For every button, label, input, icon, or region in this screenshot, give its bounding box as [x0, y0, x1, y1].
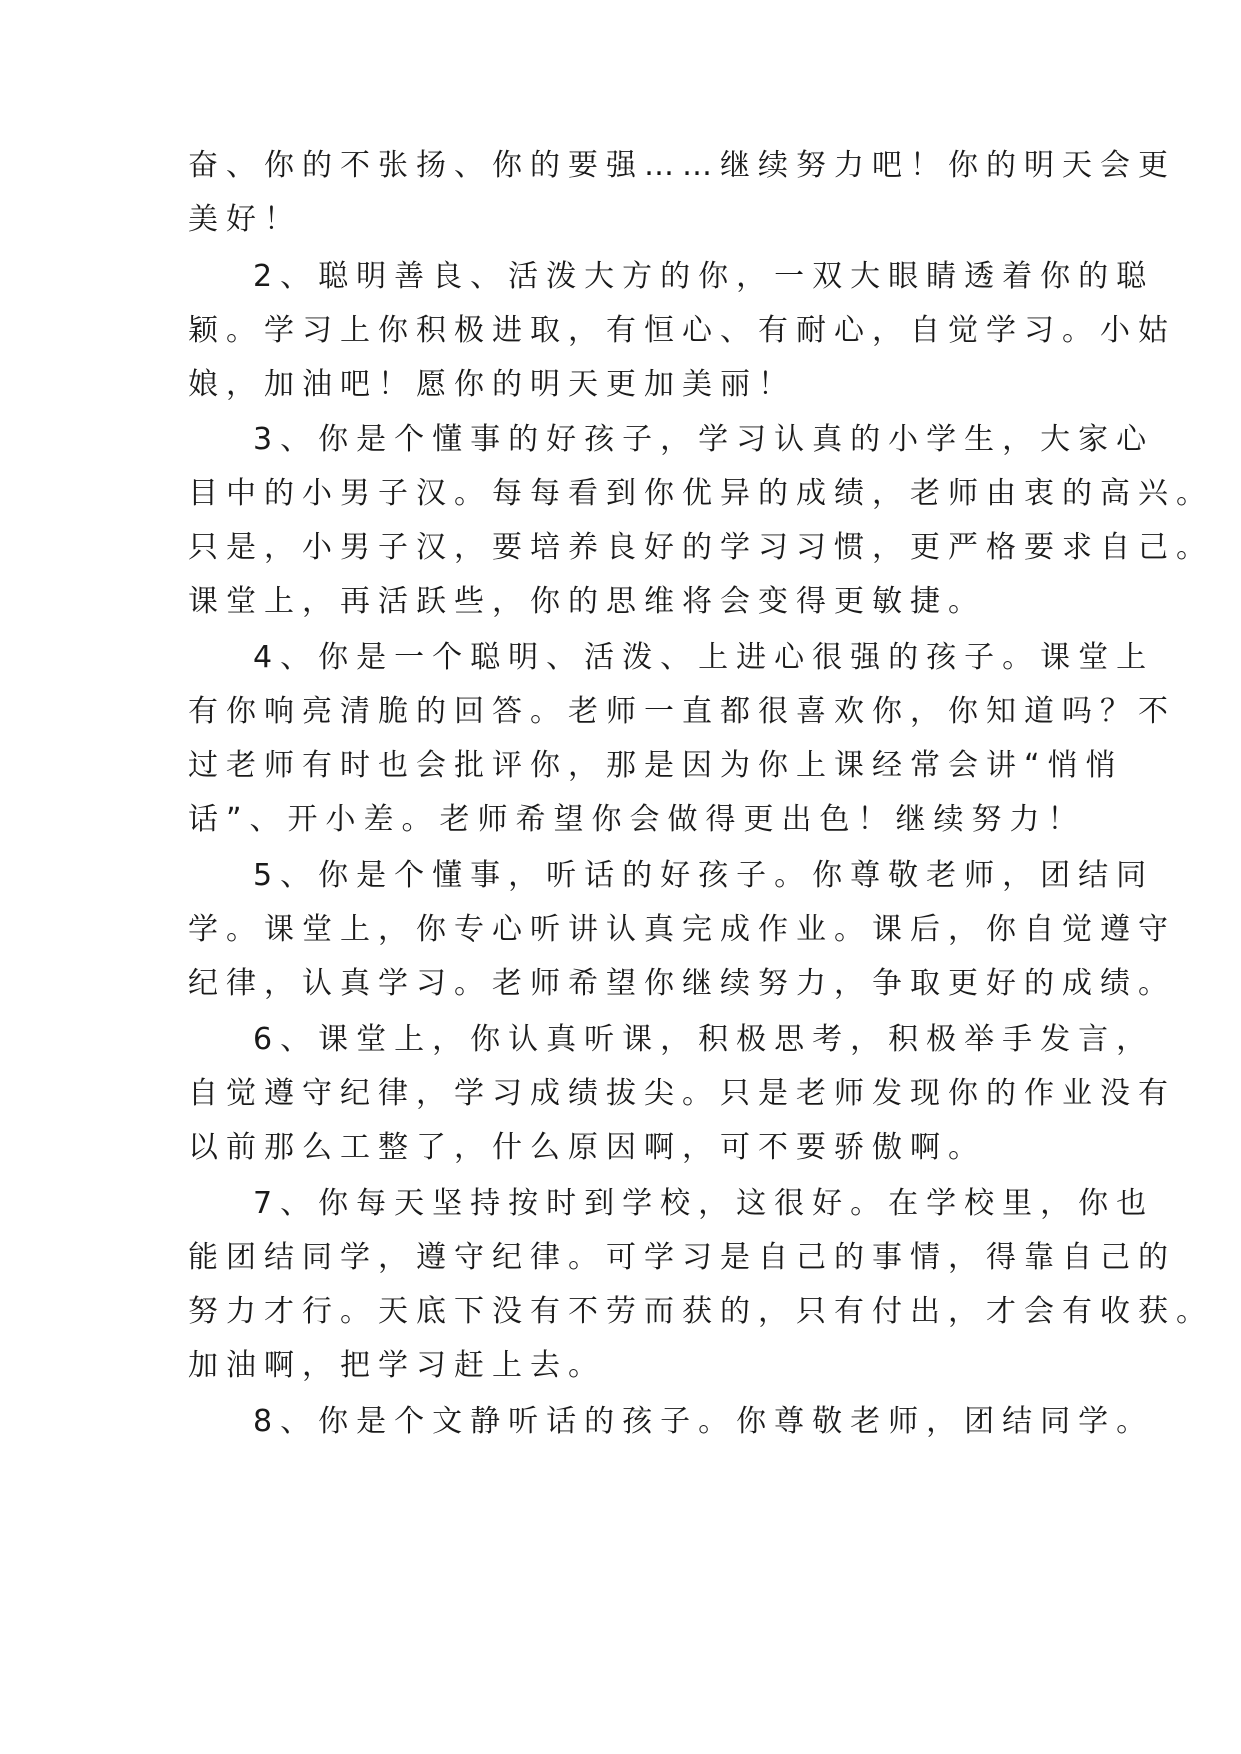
- paragraph-3-line: 3、你是个懂事的好孩子，学习认真的小学生，大家心: [253, 422, 1155, 457]
- text-line: 娘，加油吧！愿你的明天更加美丽！: [188, 367, 796, 402]
- text-line: 自觉遵守纪律，学习成绩拔尖。只是老师发现你的作业没有: [188, 1076, 1176, 1111]
- text-line: 过老师有时也会批评你，那是因为你上课经常会讲“悄悄: [188, 748, 1124, 783]
- text-line: 奋、你的不张扬、你的要强……继续努力吧！你的明天会更: [188, 148, 1176, 183]
- text-line: 只是，小男子汉，要培养良好的学习习惯，更严格要求自己。: [188, 530, 1214, 565]
- text-line: 纪律，认真学习。老师希望你继续努力，争取更好的成绩。: [188, 966, 1176, 1001]
- text-line: 目中的小男子汉。每每看到你优异的成绩，老师由衷的高兴。: [188, 476, 1214, 511]
- text-line: 加油啊，把学习赶上去。: [188, 1348, 606, 1383]
- text-line: 能团结同学，遵守纪律。可学习是自己的事情，得靠自己的: [188, 1240, 1176, 1275]
- text-line: 美好！: [188, 202, 302, 237]
- text-line: 努力才行。天底下没有不劳而获的，只有付出，才会有收获。: [188, 1294, 1214, 1329]
- paragraph-6-line: 6、课堂上，你认真听课，积极思考，积极举手发言，: [253, 1022, 1155, 1057]
- text-line: 以前那么工整了，什么原因啊，可不要骄傲啊。: [188, 1130, 986, 1165]
- text-line: 学。课堂上，你专心听讲认真完成作业。课后，你自觉遵守: [188, 912, 1176, 947]
- text-line: 课堂上，再活跃些，你的思维将会变得更敏捷。: [188, 584, 986, 619]
- paragraph-5-line: 5、你是个懂事，听话的好孩子。你尊敬老师，团结同: [253, 858, 1155, 893]
- text-line: 颖。学习上你积极进取，有恒心、有耐心，自觉学习。小姑: [188, 313, 1176, 348]
- text-line: 有你响亮清脆的回答。老师一直都很喜欢你，你知道吗？不: [188, 694, 1176, 729]
- paragraph-8-line: 8、你是个文静听话的孩子。你尊敬老师，团结同学。: [253, 1404, 1155, 1439]
- paragraph-4-line: 4、你是一个聪明、活泼、上进心很强的孩子。课堂上: [253, 640, 1155, 675]
- paragraph-2-line: 2、聪明善良、活泼大方的你，一双大眼睛透着你的聪: [253, 259, 1155, 294]
- paragraph-7-line: 7、你每天坚持按时到学校，这很好。在学校里，你也: [253, 1186, 1155, 1221]
- text-line: 话”、开小差。老师希望你会做得更出色！继续努力！: [188, 802, 1086, 837]
